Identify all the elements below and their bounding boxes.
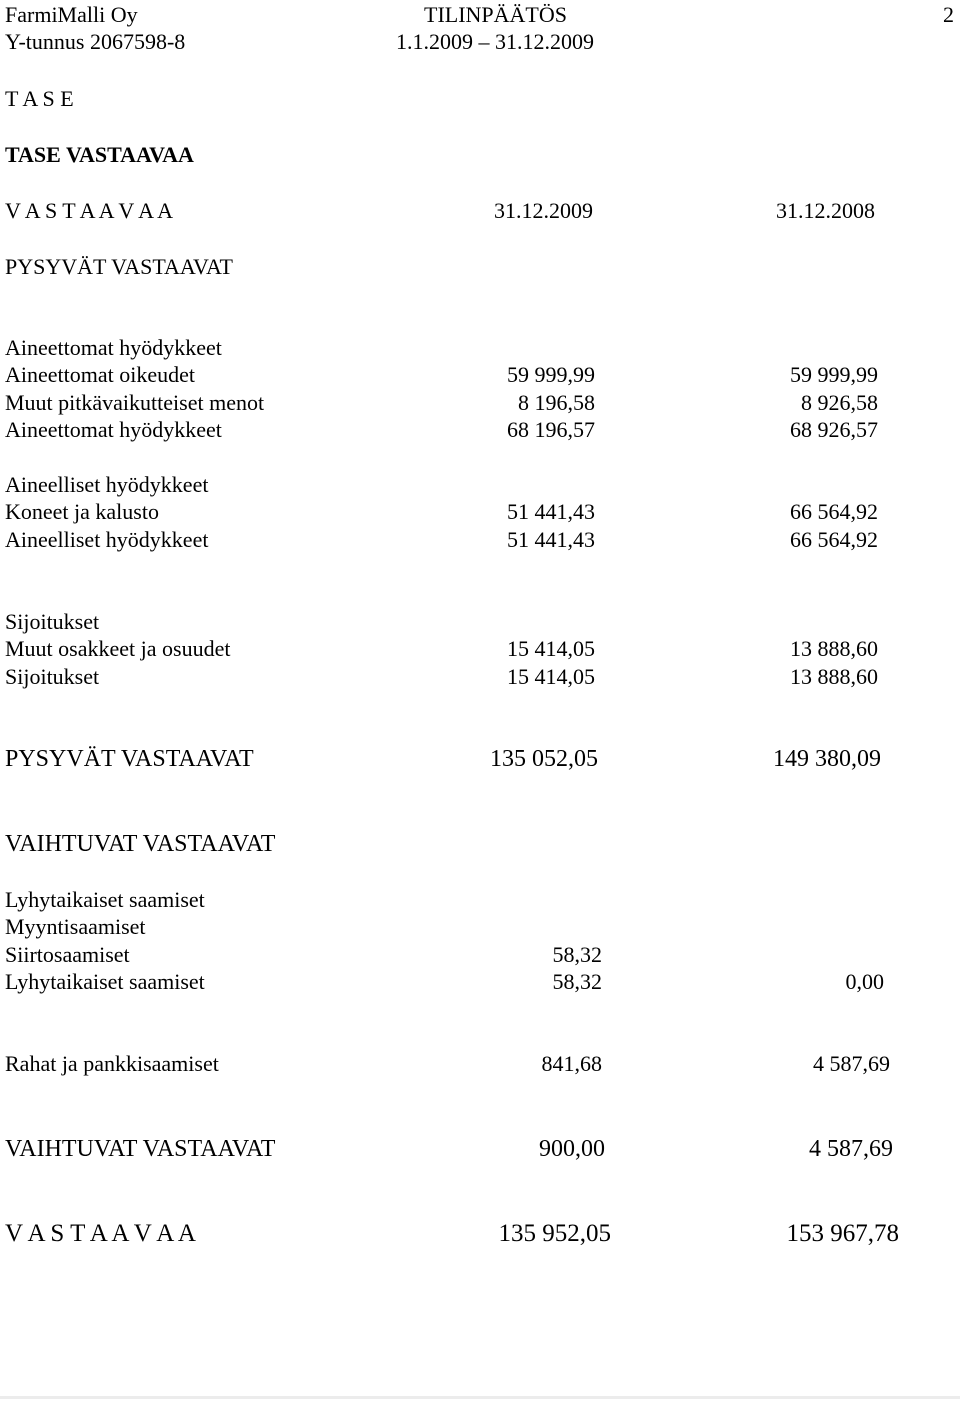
row-value-current: 51 441,43 <box>507 527 595 552</box>
row-value-current: 59 999,99 <box>507 362 595 387</box>
lyhytaikaiset-heading: Lyhytaikaiset saamiset <box>5 887 205 912</box>
row-value-previous: 66 564,92 <box>790 527 878 552</box>
row-value-current: 15 414,05 <box>507 664 595 689</box>
column-header-current: 31.12.2009 <box>494 198 593 223</box>
page-number: 2 <box>943 2 954 27</box>
row-value-current: 68 196,57 <box>507 417 595 442</box>
aineelliset-heading: Aineelliset hyödykkeet <box>5 472 209 497</box>
myyntisaamiset-label: Myyntisaamiset <box>5 914 146 939</box>
fiscal-period: 1.1.2009 – 31.12.2009 <box>396 29 594 54</box>
row-label: Aineelliset hyödykkeet <box>5 527 209 552</box>
row-value-current: 51 441,43 <box>507 499 595 524</box>
vaihtuvat-total-label: VAIHTUVAT VASTAAVAT <box>5 1136 276 1162</box>
pysyvat-total-label: PYSYVÄT VASTAAVAT <box>5 746 254 772</box>
row-value-previous: 68 926,57 <box>790 417 878 442</box>
pysyvat-total-current: 135 052,05 <box>490 746 598 772</box>
vaihtuvat-total-current: 900,00 <box>539 1136 605 1162</box>
tase-heading: T A S E <box>5 86 74 111</box>
row-value-previous: 13 888,60 <box>790 636 878 661</box>
sijoitukset-heading: Sijoitukset <box>5 609 100 634</box>
siirtosaamiset-label: Siirtosaamiset <box>5 942 130 967</box>
row-label: Sijoitukset <box>5 664 100 689</box>
business-id: Y-tunnus 2067598-8 <box>5 29 186 54</box>
row-value-previous: 66 564,92 <box>790 499 878 524</box>
vaihtuvat-total-previous: 4 587,69 <box>809 1136 893 1162</box>
row-value-previous: 13 888,60 <box>790 664 878 689</box>
aineettomat-heading: Aineettomat hyödykkeet <box>5 335 222 360</box>
vastaavaa-total-current: 135 952,05 <box>498 1220 611 1247</box>
rahat-current: 841,68 <box>541 1051 602 1076</box>
tase-vastaavaa-heading: TASE VASTAAVAA <box>5 142 194 167</box>
column-header-previous: 31.12.2008 <box>776 198 875 223</box>
lyhytaikaiset-total-current: 58,32 <box>552 969 602 994</box>
lyhytaikaiset-total-label: Lyhytaikaiset saamiset <box>5 969 205 994</box>
document-title: TILINPÄÄTÖS <box>424 2 567 27</box>
siirtosaamiset-current: 58,32 <box>552 942 602 967</box>
vastaavaa-heading: V A S T A A V A A <box>5 198 173 223</box>
row-label: Muut pitkävaikutteiset menot <box>5 390 265 415</box>
row-value-previous: 8 926,58 <box>801 390 878 415</box>
row-value-current: 8 196,58 <box>518 390 595 415</box>
pysyvat-vastaavat-heading: PYSYVÄT VASTAAVAT <box>5 254 233 279</box>
row-label: Muut osakkeet ja osuudet <box>5 636 231 661</box>
rahat-label: Rahat ja pankkisaamiset <box>5 1051 219 1076</box>
company-name: FarmiMalli Oy <box>5 2 138 27</box>
row-label: Aineettomat hyödykkeet <box>5 417 222 442</box>
pysyvat-total-previous: 149 380,09 <box>773 746 881 772</box>
row-label: Aineettomat oikeudet <box>5 362 195 387</box>
row-value-current: 15 414,05 <box>507 636 595 661</box>
vastaavaa-total-previous: 153 967,78 <box>786 1220 899 1247</box>
row-label: Koneet ja kalusto <box>5 499 159 524</box>
rahat-previous: 4 587,69 <box>813 1051 890 1076</box>
vastaavaa-total-label: V A S T A A V A A <box>5 1220 196 1247</box>
row-value-previous: 59 999,99 <box>790 362 878 387</box>
lyhytaikaiset-total-previous: 0,00 <box>845 969 884 994</box>
vaihtuvat-heading: VAIHTUVAT VASTAAVAT <box>5 831 276 857</box>
page-bottom-divider <box>0 1396 960 1399</box>
